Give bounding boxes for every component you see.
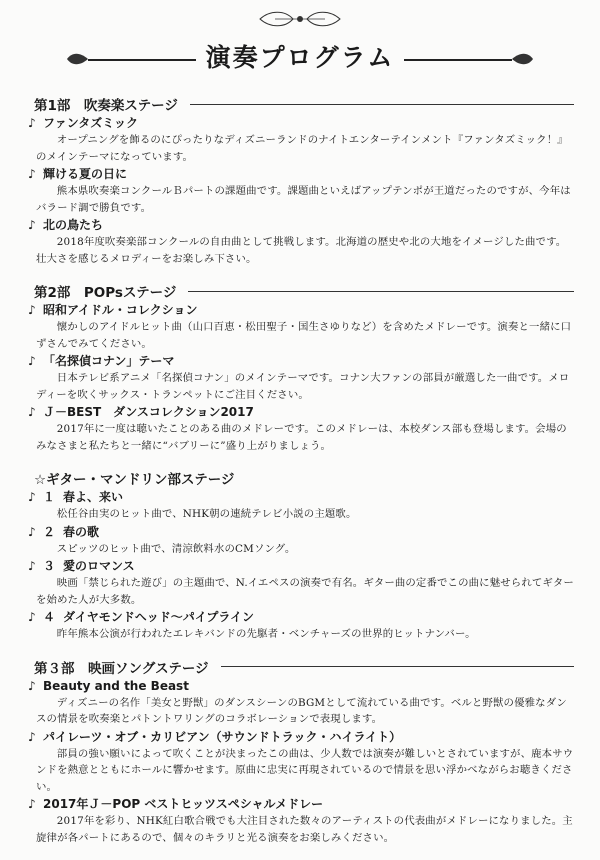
item-description: ディズニーの名作「美女と野獣」のダンスシーンのBGMとして流れている曲です。ベルと野獣の優雅なダンスの情景を吹奏楽とパトントワリングのコラボレーションで表現します。 (36, 696, 567, 725)
music-note-icon: ♪ (28, 405, 36, 419)
title-row (0, 38, 600, 78)
item-title (28, 729, 574, 746)
item-title (28, 609, 574, 626)
section-3 (28, 657, 574, 847)
item-title-text: Beauty and the Beast (43, 678, 189, 693)
item-title-text: ファンタズミック (43, 116, 139, 130)
item-title-text: 「名探偵コナン」テーマ (43, 354, 175, 368)
item-title-text: 春の歌 (63, 524, 100, 539)
music-note-icon: ♪ (28, 490, 36, 504)
program-content (28, 94, 574, 860)
item-title (28, 115, 574, 132)
music-note-icon: ♪ (28, 559, 36, 573)
program-item (28, 524, 574, 558)
program-item (28, 404, 574, 454)
title-rule-left (88, 59, 196, 61)
program-item (28, 796, 574, 846)
section-heading-text: 第３部 映画ソングステージ (34, 660, 209, 677)
item-title-text: 2017年Ｊ－POP ベストヒッツスペシャルメドレー (43, 797, 324, 811)
music-note-icon: ♪ (28, 729, 36, 744)
music-note-icon: ♪ (28, 167, 36, 181)
item-title-text: Ｊ－BEST ダンスコレクション2017 (43, 405, 254, 419)
program-item (28, 609, 574, 643)
section-2 (28, 281, 574, 454)
item-title (28, 558, 574, 575)
item-title (28, 404, 574, 421)
music-note-icon: ♪ (28, 218, 36, 232)
music-note-icon: ♪ (28, 610, 36, 624)
program-item (28, 558, 574, 608)
item-title-text: パイレーツ・オブ・カリビアン（サウンドトラック・ハイライト） (43, 729, 402, 744)
item-description: 松任谷由実のヒット曲で、NHK朝の連続テレビ小説の主題歌。 (56, 508, 357, 520)
item-description: 懐かしのアイドルヒット曲（山口百恵・松田聖子・国生さゆりなど）を含めたメドレーです。演奏と一緒に口ずさんでみてください。 (36, 321, 572, 350)
section-heading (34, 281, 574, 301)
section-heading-text: 第2部 POPsステージ (34, 285, 177, 301)
item-number: ２ (43, 524, 56, 539)
item-description: 熊本県吹奏楽コンクールＢパートの課題曲です。課題曲といえばアップテンポが王道だったのですが、今年はバラード調で勝負です。 (36, 185, 571, 214)
item-title-text: 愛のロマンス (63, 559, 135, 573)
item-description: 2018年度吹奏楽部コンクールの自由曲として挑戦します。北海道の歴史や北の大地をイメージした曲です。壮大さを感じるメロディーをお楽しみ下さい。 (36, 236, 567, 265)
section-heading-text: ☆ギター・マンドリン部ステージ (34, 472, 235, 488)
top-ornament (255, 8, 345, 30)
page-title: 演奏プログラム (205, 43, 395, 72)
item-title-text: 昭和アイドル・コレクション (43, 303, 198, 317)
flourish-right-icon (510, 51, 536, 67)
section-heading (34, 94, 574, 114)
item-number: ４ (43, 610, 56, 624)
program-item (28, 166, 574, 216)
section-rule (221, 666, 574, 667)
item-title (28, 524, 574, 541)
item-description: 2017年に一度は聴いたことのある曲のメドレーです。このメドレーは、本校ダンス部も登場します。会場のみなさまと私たちと一緒に“バブリーに”盛り上がりましょう。 (36, 423, 567, 452)
item-title (28, 678, 574, 695)
item-title-text: 北の鳥たち (43, 218, 104, 232)
section-heading (34, 657, 574, 677)
music-note-icon: ♪ (28, 678, 36, 693)
section-heading-text: 第1部 吹奏楽ステージ (34, 98, 178, 114)
music-note-icon: ♪ (28, 303, 36, 317)
item-description: スピッツのヒット曲で、清涼飲料水のCMソング。 (56, 542, 296, 555)
item-description: 部員の強い願いによって吹くことが決まったこの曲は、少人数では演奏が難しいとされていますが、鹿本サウンドを熱意とともにホールに響かせます。原曲に忠実に再現されているので情景を思い浮かべながらお聴きください。 (36, 747, 574, 793)
section-rule (188, 291, 574, 292)
program-item (28, 353, 574, 403)
item-title (28, 796, 574, 813)
item-title (28, 489, 574, 506)
music-note-icon: ♪ (28, 797, 36, 811)
item-description: オープニングを飾るのにぴったりなディズニーランドのナイトエンターテインメント『ファンタズミック！』のメインテーマになっています。 (36, 134, 568, 163)
item-title (28, 217, 574, 234)
program-item (28, 302, 574, 352)
item-title (28, 353, 574, 370)
item-description: 2017年を彩り、NHK紅白歌合戦でも大注目された数々のアーティストの代表曲がメドレーになりました。主旋律が各パートにあるので、個々のキラリと光る演奏をお楽しみください。 (36, 815, 573, 844)
music-note-icon: ♪ (28, 524, 36, 539)
section-rule (190, 104, 574, 105)
item-title-text: ダイヤモンドヘッド～パイプライン (63, 610, 255, 624)
music-note-icon: ♪ (28, 354, 36, 368)
item-number: １ (43, 490, 56, 504)
item-title (28, 166, 574, 183)
flourish-left-icon (64, 51, 90, 67)
program-item (28, 678, 574, 728)
program-item (28, 489, 574, 523)
item-title-text: 輝ける夏の日に (43, 167, 128, 181)
item-number: ３ (43, 559, 56, 573)
music-note-icon: ♪ (28, 116, 36, 130)
program-item (28, 115, 574, 165)
program-item (28, 217, 574, 267)
section-1 (28, 94, 574, 267)
item-description: 日本テレビ系アニメ「名探偵コナン」のメインテーマです。コナン大ファンの部員が厳選した一曲です。メロディーを吹くサックス・トランペットにご注目ください。 (36, 372, 570, 401)
section-heading (34, 468, 574, 488)
section-guitar-mandolin (28, 468, 574, 643)
program-item (28, 729, 574, 796)
item-title (28, 302, 574, 319)
title-rule-right (404, 59, 512, 61)
item-description: 昨年熊本公演が行われたエレキバンドの先駆者・ベンチャーズの世界的ヒットナンバー。 (56, 628, 476, 640)
item-title-text: 春よ、来い (63, 490, 124, 504)
item-description: 映画「禁じられた遊び」の主題曲で、N.イエペスの演奏で有名。ギター曲の定番でこの曲に魅せられてギターを始めた人が大多数。 (36, 577, 574, 606)
